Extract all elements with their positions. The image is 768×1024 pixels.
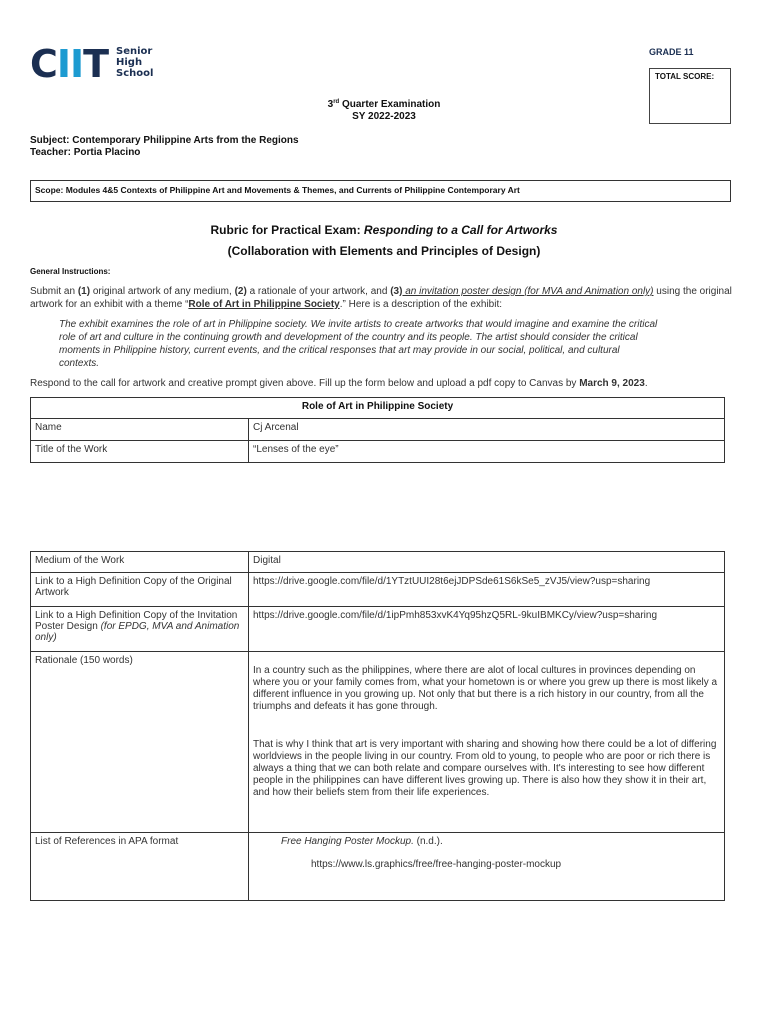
general-instructions-label: General Instructions:: [30, 267, 111, 276]
reference-date: (n.d.).: [413, 836, 443, 847]
artwork-link-label: Link to a High Definition Copy of the Original Artwork: [31, 573, 249, 607]
work-title-value[interactable]: “Lenses of the eye”: [249, 441, 725, 463]
poster-requirement-link[interactable]: an invitation poster design (for MVA and Animation only): [402, 286, 654, 297]
instr-text-1: Submit an: [30, 286, 78, 297]
reference-entry: [253, 836, 720, 847]
rationale-paragraph-1: In a country such as the philippines, where there are alot of local cultures in provinces depending on where you or your family comes from, what your hometown is or where you grew up there is most likely a different influence in you growing up. Not only that but there is a rich history in our country, from all the triumphs and defeats it has gone through.: [253, 665, 718, 712]
poster-link-label-text: Link to a High Definition Copy of the Invitation Poster Design: [35, 610, 238, 632]
exhibit-theme: Role of Art in Philippine Society: [188, 299, 340, 310]
rubric-subtitle: (Collaboration with Elements and Principles of Design): [227, 244, 541, 258]
student-info-table: [30, 397, 725, 463]
exhibit-description: The exhibit examines the role of art in Philippine society. We invite artists to create artworks that would imagine and examine the critical role of art and culture in the continuing growth and development of the country and its people. The artist should consider the critical moments in Philippine history, current events, and the critical responses that art may provide in our social, political, and cultural contexts.: [59, 319, 658, 369]
artwork-details-table: [30, 551, 725, 901]
work-title-label: Title of the Work: [31, 441, 249, 463]
reference-url[interactable]: https://www.ls.graphics/free/free-hanging-poster-mockup: [311, 859, 562, 870]
exam-title-rest: Quarter Examination: [339, 99, 441, 110]
reference-title: Free Hanging Poster Mockup.: [281, 836, 414, 847]
logo-letters-ii: II: [56, 42, 84, 86]
grade-label: GRADE 11: [649, 47, 694, 57]
poster-link-label-note: (for EPDG, MVA and Animation only): [35, 621, 240, 643]
poster-link-value[interactable]: https://drive.google.com/file/d/1ipPmh853xvK4Yq95hzQ5RL-9kuIBMKCy/view?usp=sharing: [249, 607, 725, 652]
poster-link-label: [31, 607, 249, 652]
instr-text-2: original artwork of any medium,: [90, 286, 235, 297]
teacher-line: Teacher: Portia Placino: [30, 147, 141, 158]
school-year: SY 2022-2023: [352, 111, 416, 122]
respond-end: .: [644, 378, 648, 389]
subject-line: Subject: Contemporary Philippine Arts from the Regions: [30, 135, 299, 146]
name-label: Name: [31, 419, 249, 441]
total-score-label: TOTAL SCORE:: [655, 72, 715, 81]
logo-line-1: Senior: [116, 46, 153, 57]
name-value[interactable]: Cj Arcenal: [249, 419, 725, 441]
logo-subtitle: [116, 46, 153, 79]
instructions-paragraph: [30, 285, 735, 311]
instr-text-5: using the original artwork for an exhibit with a theme “: [30, 286, 732, 310]
medium-value[interactable]: Digital: [249, 552, 725, 573]
exam-ordinal: 3: [327, 99, 334, 110]
references-label: List of References in APA format: [31, 833, 249, 901]
instr-text-3: a rationale of your artwork, and: [246, 286, 391, 297]
instr-num-3: (3): [390, 286, 403, 297]
ciit-logo: [30, 42, 109, 86]
due-date: March 9, 2023: [579, 378, 645, 389]
table-header: Role of Art in Philippine Society: [31, 398, 725, 419]
instr-text-6: .” Here is a description of the exhibit:: [339, 299, 503, 310]
logo-letter-t: T: [83, 42, 109, 86]
logo-line-3: School: [116, 68, 154, 79]
rationale-label: Rationale (150 words): [31, 652, 249, 833]
instr-num-1: (1): [77, 286, 91, 297]
logo-line-2: High: [116, 57, 143, 68]
instr-num-2: (2): [234, 286, 247, 297]
respond-paragraph: [30, 377, 735, 390]
exam-ordinal-suffix: rd: [333, 99, 340, 105]
rationale-paragraph-2: That is why I think that art is very important with sharing and showing how there could be a lot of differing worldviews in the people living in our country. From old to young, to people who are poor or rich there is always a thing that we can both relate and compare ourselves with. It's interesting to see how different people in the philippines can have different lives growing up. There is also how they show it in their art, and how their beliefs stem from their life experiences.: [253, 739, 717, 798]
references-value[interactable]: [249, 833, 725, 901]
exam-title: [0, 99, 768, 110]
logo-letter-c: C: [30, 42, 57, 86]
respond-text: Respond to the call for artwork and creative prompt given above. Fill up the form below and upload a pdf copy to Canvas by: [30, 378, 580, 389]
scope-box: Scope: Modules 4&5 Contexts of Philippine Art and Movements & Themes, and Currents of Philippine Contemporary Art: [30, 180, 731, 202]
artwork-link-value[interactable]: https://drive.google.com/file/d/1YTztUUI28t6ejJDPSde61S6kSe5_zVJ5/view?usp=sharing: [249, 573, 725, 607]
medium-label: Medium of the Work: [31, 552, 249, 573]
rubric-title-prefix: Rubric for Practical Exam:: [210, 223, 364, 237]
rationale-value[interactable]: [249, 652, 725, 833]
rubric-title-italic: Responding to a Call for Artworks: [363, 223, 558, 237]
rubric-title: [0, 223, 768, 237]
